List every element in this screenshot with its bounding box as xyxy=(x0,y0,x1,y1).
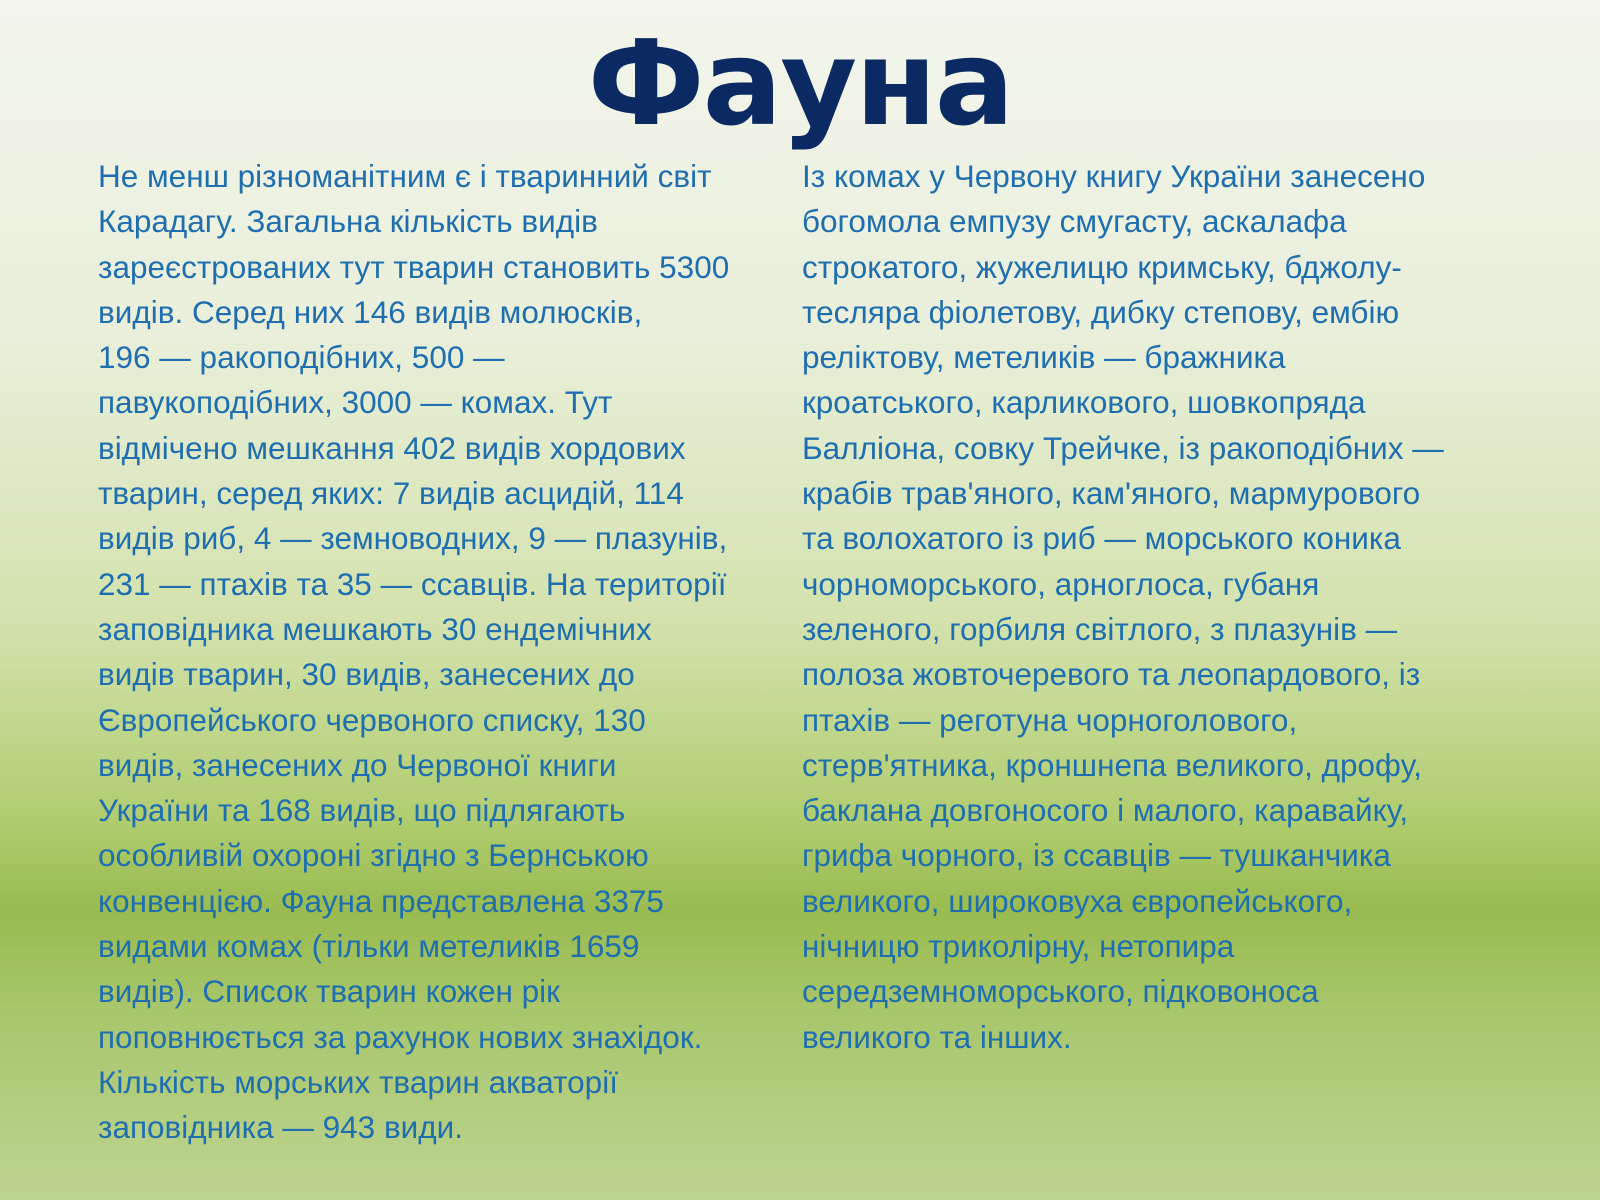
right-text-column: Із комах у Червону книгу України занесено богомола емпузу смугасту, аскалафа строкатого, жужелицю кримську, бджолу- тесляра фіолетову, дибку степову, ембію реліктову, метеликів — бражника кроатського, карликового, шовкопряда Балліона, совку Трейчке, із ракоподібних — крабів трав'яного, кам'яного, мармурового та волохатого із риб — морського коника чорноморського, арноглоса, губаня зеленого, горбиля світлого, з плазунів — полоза жовточеревого та леопардового, із птахів — реготуна чорноголового, стерв'ятника, кроншнепа великого, дрофу, баклана довгоносого і малого, каравайку, грифа чорного, із ссавців — тушканчика великого, широковуха європейського, нічницю триколірну, нетопира середземноморського, підковоноса великого та інших. xyxy=(802,158,1444,1055)
left-text-column: Не менш різноманітним є і тваринний світ Карадагу. Загальна кількість видів зареєстрованих тут тварин становить 5300 видів. Серед них 146 видів молюсків, 196 — ракоподібних, 500 — павукоподібних, 3000 — комах. Тут відмічено мешкання 402 видів хордових тварин, серед яких: 7 видів асцидій, 114 видів риб, 4 — земноводних, 9 — плазунів, 231 — птахів та 35 — ссавців. На території заповідника мешкають 30 ендемічних видів тварин, 30 видів, занесених до Європейського червоного списку, 130 видів, занесених до Червоної книги України та 168 видів, що підлягають особливій охороні згідно з Бернською конвенцією. Фауна представлена 3375 видами комах (тільки метеликів 1659 видів). Список тварин кожен рік поповнюється за рахунок нових знахідок. Кількість морських тварин акваторії заповідника — 943 види. xyxy=(98,158,730,1146)
slide-title: Фауна xyxy=(587,14,1013,152)
